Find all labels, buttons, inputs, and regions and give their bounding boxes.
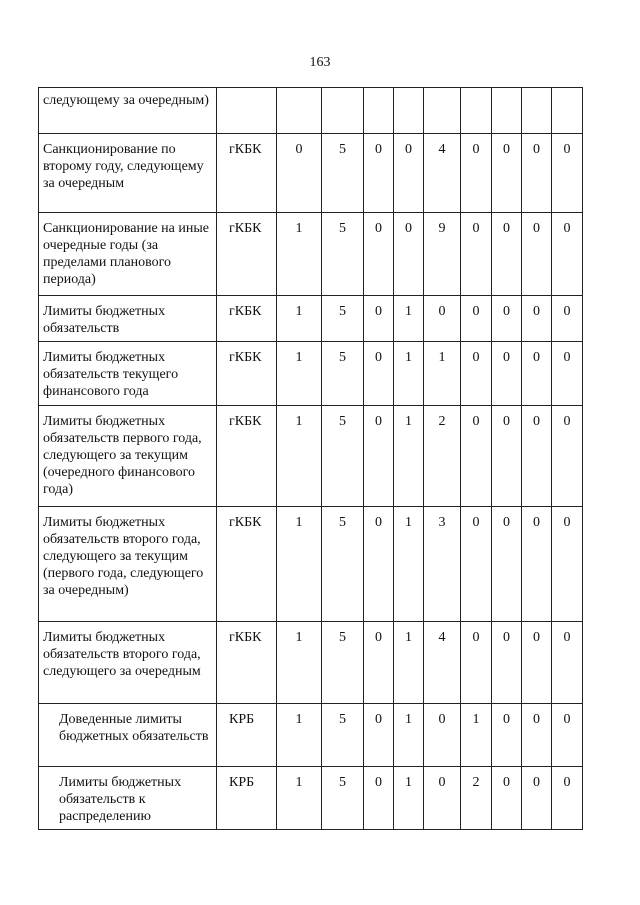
digit-cell: 0 bbox=[552, 342, 583, 406]
digit-cell: 5 bbox=[322, 296, 364, 342]
digit-cell: 0 bbox=[364, 622, 394, 704]
digit-cell bbox=[322, 88, 364, 134]
digit-cell: 0 bbox=[492, 134, 522, 213]
digit-cell bbox=[461, 88, 492, 134]
digit-cell: 1 bbox=[277, 342, 322, 406]
digit-cell: 0 bbox=[394, 213, 424, 296]
digit-cell: 2 bbox=[424, 406, 461, 507]
digit-cell bbox=[424, 88, 461, 134]
digit-cell: 0 bbox=[364, 704, 394, 767]
row-name: Лимиты бюджетных обязательств второго года, следующего за текущим (первого года, следующего за очередным) bbox=[39, 507, 217, 622]
digit-cell: 0 bbox=[522, 134, 552, 213]
digit-cell: 5 bbox=[322, 406, 364, 507]
digit-cell: 0 bbox=[461, 406, 492, 507]
row-code: КРБ bbox=[217, 704, 277, 767]
digit-cell: 0 bbox=[364, 213, 394, 296]
digit-cell bbox=[277, 88, 322, 134]
digit-cell: 1 bbox=[277, 507, 322, 622]
digit-cell: 0 bbox=[394, 134, 424, 213]
row-code: гКБК bbox=[217, 622, 277, 704]
digit-cell: 5 bbox=[322, 507, 364, 622]
digit-cell: 1 bbox=[461, 704, 492, 767]
digit-cell: 0 bbox=[364, 342, 394, 406]
digit-cell: 0 bbox=[552, 622, 583, 704]
row-name: следующему за очередным) bbox=[39, 88, 217, 134]
digit-cell: 0 bbox=[492, 213, 522, 296]
row-code: гКБК bbox=[217, 213, 277, 296]
digit-cell: 0 bbox=[492, 342, 522, 406]
digit-cell: 0 bbox=[552, 134, 583, 213]
digit-cell: 0 bbox=[492, 296, 522, 342]
digit-cell: 0 bbox=[522, 704, 552, 767]
digit-cell bbox=[522, 88, 552, 134]
digit-cell: 0 bbox=[492, 622, 522, 704]
row-name: Санкционирование на иные очередные годы (за пределами планового периода) bbox=[39, 213, 217, 296]
digit-cell: 5 bbox=[322, 134, 364, 213]
table-row bbox=[39, 213, 583, 296]
digit-cell: 0 bbox=[461, 342, 492, 406]
digit-cell: 0 bbox=[424, 767, 461, 830]
table-row bbox=[39, 622, 583, 704]
digit-cell: 1 bbox=[277, 767, 322, 830]
digit-cell: 1 bbox=[394, 296, 424, 342]
digit-cell: 0 bbox=[492, 507, 522, 622]
row-name: Лимиты бюджетных обязательств первого года, следующего за текущим (очередного финансового года) bbox=[39, 406, 217, 507]
digit-cell: 1 bbox=[277, 704, 322, 767]
digit-cell: 0 bbox=[492, 704, 522, 767]
digit-cell: 0 bbox=[424, 704, 461, 767]
digit-cell: 4 bbox=[424, 134, 461, 213]
digit-cell: 1 bbox=[394, 406, 424, 507]
digit-cell: 1 bbox=[277, 406, 322, 507]
row-code: гКБК bbox=[217, 134, 277, 213]
table-row bbox=[39, 134, 583, 213]
digit-cell: 0 bbox=[552, 704, 583, 767]
digit-cell: 0 bbox=[364, 134, 394, 213]
digit-cell: 0 bbox=[522, 296, 552, 342]
row-name: Лимиты бюджетных обязательств второго года, следующего за очередным bbox=[39, 622, 217, 704]
page-number: 163 bbox=[309, 55, 331, 70]
row-code: гКБК bbox=[217, 406, 277, 507]
row-code: гКБК bbox=[217, 342, 277, 406]
digit-cell: 0 bbox=[492, 767, 522, 830]
digit-cell bbox=[552, 88, 583, 134]
row-code: гКБК bbox=[217, 296, 277, 342]
row-name: Доведенные лимиты бюджетных обязательств bbox=[39, 704, 217, 767]
digit-cell: 3 bbox=[424, 507, 461, 622]
digit-cell: 0 bbox=[461, 134, 492, 213]
digit-cell: 0 bbox=[364, 406, 394, 507]
table-row bbox=[39, 406, 583, 507]
row-code: КРБ bbox=[217, 767, 277, 830]
digit-cell: 0 bbox=[461, 296, 492, 342]
table-row bbox=[39, 704, 583, 767]
digit-cell bbox=[364, 88, 394, 134]
digit-cell: 1 bbox=[394, 767, 424, 830]
digit-cell: 0 bbox=[522, 213, 552, 296]
row-name: Лимиты бюджетных обязательств bbox=[39, 296, 217, 342]
digit-cell: 0 bbox=[277, 134, 322, 213]
table-row bbox=[39, 507, 583, 622]
row-name: Лимиты бюджетных обязательств к распределению bbox=[39, 767, 217, 830]
digit-cell: 0 bbox=[522, 622, 552, 704]
digit-cell: 1 bbox=[394, 704, 424, 767]
digit-cell: 4 bbox=[424, 622, 461, 704]
digit-cell: 0 bbox=[522, 406, 552, 507]
budget-codes-table bbox=[38, 87, 583, 830]
digit-cell: 0 bbox=[552, 213, 583, 296]
digit-cell bbox=[492, 88, 522, 134]
digit-cell bbox=[394, 88, 424, 134]
table-row bbox=[39, 88, 583, 134]
digit-cell: 0 bbox=[492, 406, 522, 507]
digit-cell: 0 bbox=[522, 767, 552, 830]
row-code bbox=[217, 88, 277, 134]
digit-cell: 2 bbox=[461, 767, 492, 830]
digit-cell: 0 bbox=[364, 767, 394, 830]
digit-cell: 0 bbox=[461, 507, 492, 622]
digit-cell: 1 bbox=[277, 213, 322, 296]
digit-cell: 1 bbox=[394, 507, 424, 622]
digit-cell: 0 bbox=[552, 406, 583, 507]
row-code: гКБК bbox=[217, 507, 277, 622]
table-row bbox=[39, 767, 583, 830]
digit-cell: 0 bbox=[552, 507, 583, 622]
digit-cell: 0 bbox=[461, 213, 492, 296]
digit-cell: 0 bbox=[424, 296, 461, 342]
digit-cell: 1 bbox=[424, 342, 461, 406]
digit-cell: 9 bbox=[424, 213, 461, 296]
table-row bbox=[39, 342, 583, 406]
digit-cell: 5 bbox=[322, 622, 364, 704]
digit-cell: 0 bbox=[552, 767, 583, 830]
digit-cell: 1 bbox=[277, 296, 322, 342]
digit-cell: 0 bbox=[461, 622, 492, 704]
digit-cell: 1 bbox=[277, 622, 322, 704]
row-name: Санкционирование по второму году, следующему за очередным bbox=[39, 134, 217, 213]
digit-cell: 0 bbox=[522, 507, 552, 622]
digit-cell: 1 bbox=[394, 622, 424, 704]
digit-cell: 0 bbox=[552, 296, 583, 342]
digit-cell: 5 bbox=[322, 213, 364, 296]
row-name: Лимиты бюджетных обязательств текущего финансового года bbox=[39, 342, 217, 406]
digit-cell: 0 bbox=[522, 342, 552, 406]
digit-cell: 1 bbox=[394, 342, 424, 406]
digit-cell: 0 bbox=[364, 296, 394, 342]
digit-cell: 5 bbox=[322, 767, 364, 830]
digit-cell: 0 bbox=[364, 507, 394, 622]
table-row bbox=[39, 296, 583, 342]
digit-cell: 5 bbox=[322, 704, 364, 767]
digit-cell: 5 bbox=[322, 342, 364, 406]
